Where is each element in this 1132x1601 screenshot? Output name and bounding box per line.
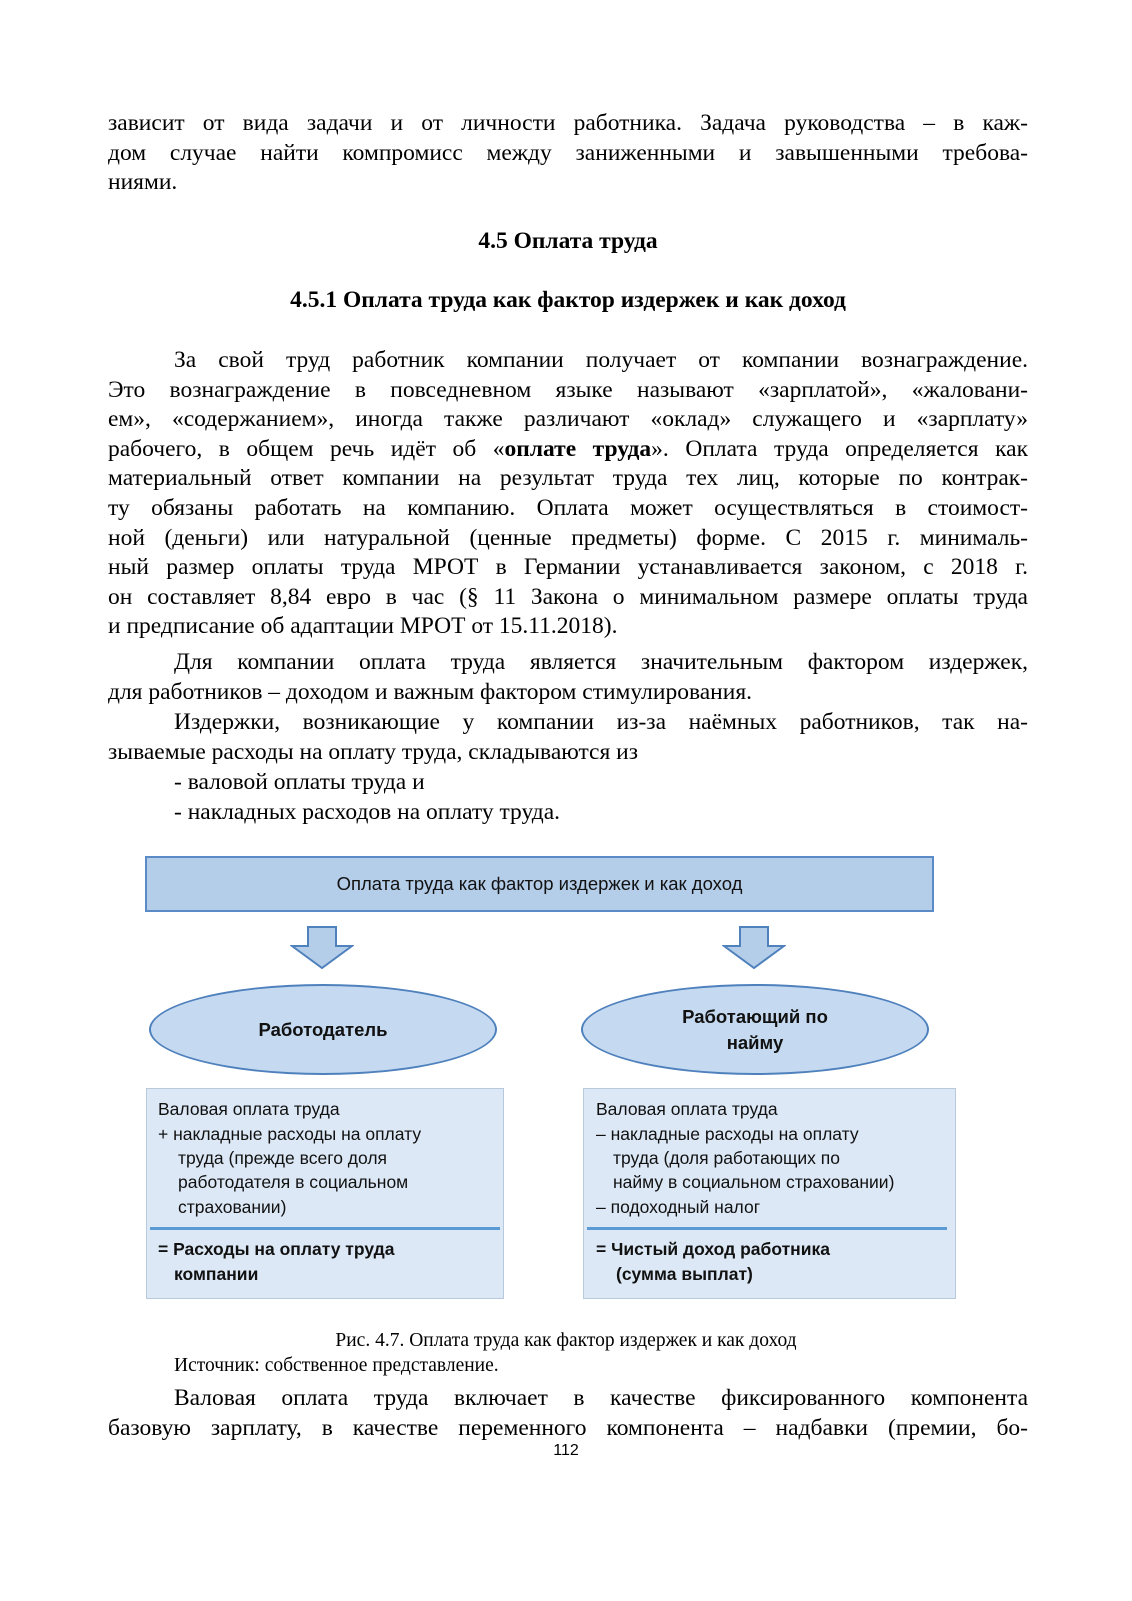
- employer-ellipse: [149, 984, 497, 1075]
- box-line: страховании): [178, 1197, 287, 1217]
- box-line: работодателя в социальном: [178, 1172, 409, 1192]
- paragraph-2: [108, 648, 1028, 707]
- box-line: Валовая оплата труда: [158, 1099, 340, 1119]
- text-line: За свой труд работник компании получает от компании вознаграждение.: [174, 347, 1028, 373]
- box-line: труда (доля работающих по: [613, 1148, 840, 1168]
- box-line: труда (прежде всего доля: [178, 1148, 388, 1168]
- box-result-line: (сумма выплат): [616, 1264, 753, 1284]
- text-line: базовую зарплату, в качестве переменного компонента – надбавки (премии, бо-: [108, 1414, 1028, 1441]
- list-item: - накладных расходов на оплату труда.: [174, 799, 561, 825]
- text-line: Валовая оплата труда включает в качестве фиксированного компонента: [174, 1385, 1028, 1411]
- employee-ellipse: [581, 984, 929, 1075]
- paragraph-4: [108, 1384, 1028, 1443]
- box-line: Валовая оплата труда: [596, 1099, 778, 1119]
- employer-cost-box: [146, 1088, 504, 1299]
- text-line: ной (деньги) или натуральной (ценные предметы) форме. С 2015 г. минималь-: [108, 524, 1028, 551]
- figure-caption: Рис. 4.7. Оплата труда как фактор издержек и как доход: [335, 1330, 797, 1351]
- box-line: – подоходный налог: [596, 1197, 761, 1217]
- box-result-line: компании: [174, 1264, 259, 1284]
- text-line: Это вознаграждение в повседневном языке называют «зарплатой», «жаловани-: [108, 376, 1028, 403]
- down-arrow-icon: [290, 926, 354, 970]
- box-line: + накладные расходы на оплату: [158, 1124, 422, 1144]
- figure-source: Источник: собственное представление.: [174, 1355, 499, 1376]
- text-line-mixed: [108, 435, 1028, 465]
- figure-banner: Оплата труда как фактор издержек и как доход: [145, 856, 934, 912]
- top-paragraph: [108, 109, 1028, 198]
- box-line: найму в социальном страховании): [613, 1172, 895, 1192]
- box-result-line: = Расходы на оплату труда: [158, 1239, 395, 1259]
- text-line: и предписание об адаптации МРОТ от 15.11.2018).: [108, 613, 618, 640]
- down-arrow-icon: [722, 926, 786, 970]
- section-heading: 4.5 Оплата труда: [478, 228, 658, 254]
- paragraph-1: [108, 346, 1028, 642]
- bold-term: оплате труда: [504, 435, 652, 462]
- text-span: рабочего, в общем речь идёт об «: [108, 435, 505, 462]
- employer-label: Работодатель: [258, 1018, 388, 1040]
- text-line: Для компании оплата труда является значительным фактором издержек,: [174, 649, 1028, 675]
- list-item: - валовой оплаты труда и: [174, 769, 425, 795]
- text-line: дом случае найти компромисс между заниженными и завышенными требова-: [108, 139, 1028, 166]
- text-line: Издержки, возникающие у компании из-за наёмных работников, так на-: [174, 709, 1028, 735]
- text-line: материальный ответ компании на результат труда тех лиц, которые по контрак-: [108, 465, 1028, 492]
- subsection-heading: 4.5.1 Оплата труда как фактор издержек и как доход: [290, 287, 846, 313]
- text-line: ем», «содержанием», иногда также различают «оклад» служащего и «зарплату»: [108, 406, 1028, 433]
- paragraph-3: [108, 708, 1028, 767]
- text-line: для работников – доходом и важным фактором стимулирования.: [108, 678, 753, 705]
- text-line: зависит от вида задачи и от личности работника. Задача руководства – в каж-: [108, 110, 1028, 136]
- box-result-line: = Чистый доход работника: [596, 1239, 830, 1259]
- box-divider: [150, 1227, 500, 1230]
- employee-label-line: найму: [726, 1031, 784, 1053]
- text-line: он составляет 8,84 евро в час (§ 11 Закона о минимальном размере оплаты труда: [108, 583, 1028, 610]
- text-line: ту обязаны работать на компанию. Оплата может осуществляться в стоимост-: [108, 494, 1028, 521]
- text-line: зываемые расходы на оплату труда, складываются из: [108, 738, 639, 765]
- box-line: – накладные расходы на оплату: [596, 1124, 859, 1144]
- text-line: ный размер оплаты труда МРОТ в Германии устанавливается законом, с 2018 г.: [108, 554, 1028, 581]
- employee-label-line: Работающий по: [682, 1005, 828, 1027]
- page-number: 112: [553, 1442, 579, 1459]
- box-divider: [587, 1227, 947, 1230]
- employee-income-box: [583, 1088, 956, 1299]
- text-span: ». Оплата труда определяется как: [651, 435, 1028, 462]
- text-line: ниями.: [108, 169, 178, 196]
